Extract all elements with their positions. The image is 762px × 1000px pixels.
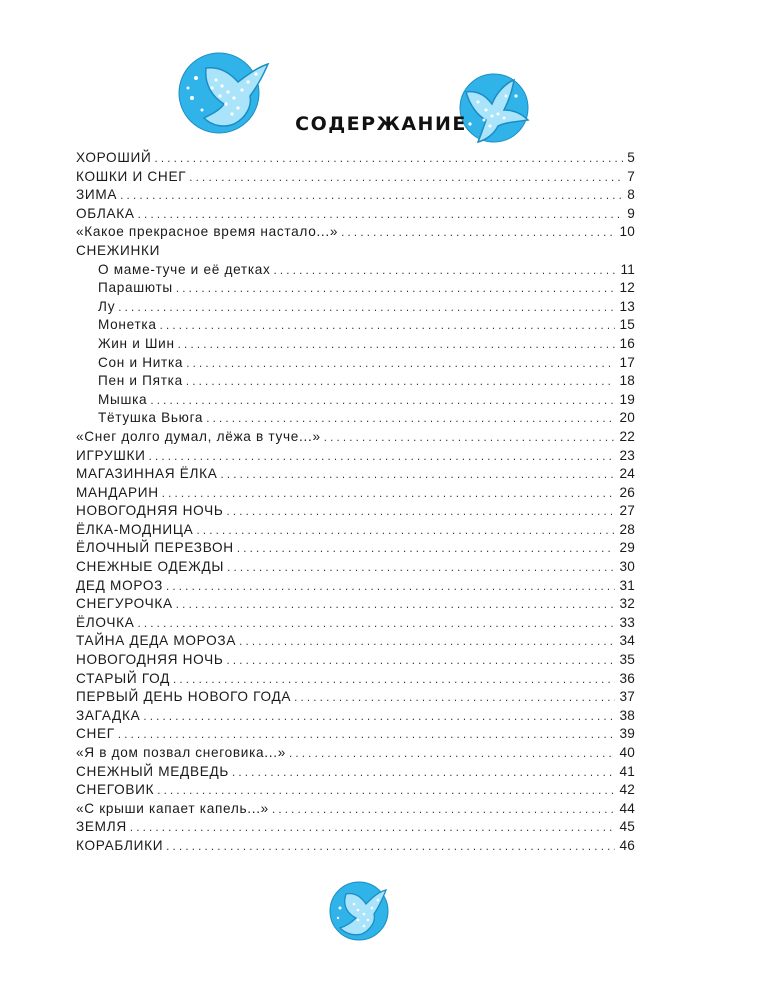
toc-dot-leader xyxy=(226,652,615,671)
toc-dot-leader xyxy=(294,689,615,708)
toc-entry xyxy=(76,688,635,707)
toc-entry-title: ЗАГАДКА xyxy=(76,707,141,723)
toc-dot-leader xyxy=(143,708,615,727)
toc-page-number: 33 xyxy=(619,614,635,630)
toc-entry xyxy=(76,409,635,428)
toc-entry xyxy=(76,149,635,168)
toc-dot-leader xyxy=(120,187,623,206)
toc-dot-leader xyxy=(189,169,623,188)
toc-page-number: 19 xyxy=(619,391,635,407)
toc-dot-leader xyxy=(227,559,615,578)
toc-page-number: 46 xyxy=(619,837,635,853)
toc-dot-leader xyxy=(149,448,616,467)
toc-entry-title: Сон и Нитка xyxy=(98,354,184,370)
toc-dot-leader xyxy=(221,466,616,485)
table-of-contents xyxy=(76,149,635,856)
toc-entry-title: НОВОГОДНЯЯ НОЧЬ xyxy=(76,652,224,668)
toc-entry xyxy=(76,577,635,596)
toc-entry-title: ЁЛКА-МОДНИЦА xyxy=(76,521,194,537)
toc-entry xyxy=(76,186,635,205)
toc-page-number: 8 xyxy=(627,187,635,203)
toc-page-number: 26 xyxy=(619,484,635,500)
toc-entry-title: СНЕЖНЫЙ МЕДВЕДЬ xyxy=(76,763,230,779)
toc-entry-title: СНЕЖНЫЕ ОДЕЖДЫ xyxy=(76,559,225,575)
toc-page-number: 29 xyxy=(619,540,635,556)
toc-entry xyxy=(76,800,635,819)
toc-entry xyxy=(76,818,635,837)
toc-entry-title: О маме-туче и её детках xyxy=(98,261,271,277)
toc-entry xyxy=(76,447,635,466)
toc-dot-leader xyxy=(162,485,616,504)
toc-entry xyxy=(76,279,635,298)
toc-dot-leader xyxy=(226,503,615,522)
toc-page-number: 35 xyxy=(619,652,635,668)
toc-dot-leader xyxy=(237,540,616,559)
toc-entry-title: МАНДАРИН xyxy=(76,484,159,500)
toc-entry xyxy=(76,632,635,651)
toc-entry-title: МАГАЗИННАЯ ЁЛКА xyxy=(76,466,218,482)
toc-entry-title: Лу xyxy=(98,298,116,314)
toc-entry-title: СНЕЖИНКИ xyxy=(76,242,161,258)
toc-entry-title: ХОРОШИЙ xyxy=(76,150,152,165)
toc-dot-leader xyxy=(206,410,615,429)
toc-entry xyxy=(76,316,635,335)
toc-page-number: 5 xyxy=(627,150,635,165)
toc-entry-title: ТАЙНА ДЕДА МОРОЗА xyxy=(76,633,237,649)
toc-dot-leader xyxy=(173,671,615,690)
toc-entry-title: ЁЛОЧНЫЙ ПЕРЕЗВОН xyxy=(76,540,234,556)
toc-page-number: 22 xyxy=(619,428,635,444)
toc-dot-leader xyxy=(138,206,624,225)
toc-entry xyxy=(76,484,635,503)
toc-entry xyxy=(76,205,635,224)
toc-dot-leader xyxy=(239,633,615,652)
toc-section-heading xyxy=(76,242,635,261)
toc-entry xyxy=(76,725,635,744)
toc-entry-title: ДЕД МОРОЗ xyxy=(76,577,164,593)
toc-entry-title: ИГРУШКИ xyxy=(76,447,146,463)
toc-dot-leader xyxy=(341,224,615,243)
toc-entry xyxy=(76,391,635,410)
toc-page-number: 31 xyxy=(619,577,635,593)
toc-entry xyxy=(76,354,635,373)
toc-page-number: 34 xyxy=(619,633,635,649)
toc-dot-leader xyxy=(138,615,616,634)
toc-entry xyxy=(76,502,635,521)
toc-page-number: 20 xyxy=(619,410,635,426)
toc-entry-title: «Снег долго думал, лёжа в туче...» xyxy=(76,428,321,444)
toc-dot-leader xyxy=(186,355,615,374)
toc-dot-leader xyxy=(150,392,615,411)
toc-entry xyxy=(76,651,635,670)
toc-entry-title: ОБЛАКА xyxy=(76,205,135,221)
toc-page-number: 17 xyxy=(619,354,635,370)
toc-entry-title: ЗИМА xyxy=(76,187,118,203)
toc-entry-title: Мышка xyxy=(98,391,148,407)
toc-entry xyxy=(76,372,635,391)
toc-entry xyxy=(76,261,635,280)
toc-page-number: 23 xyxy=(619,447,635,463)
toc-page-number: 10 xyxy=(619,224,635,240)
toc-entry-title: Жин и Шин xyxy=(98,335,175,351)
toc-entry xyxy=(76,614,635,633)
toc-entry-title: Монетка xyxy=(98,317,157,333)
toc-entry xyxy=(76,707,635,726)
toc-page-number: 28 xyxy=(619,521,635,537)
toc-page-number: 12 xyxy=(619,280,635,296)
toc-page-number: 36 xyxy=(619,670,635,686)
toc-dot-leader xyxy=(186,373,616,392)
toc-entry-title: ПЕРВЫЙ ДЕНЬ НОВОГО ГОДА xyxy=(76,689,292,705)
toc-dot-leader xyxy=(324,429,616,448)
toc-entry xyxy=(76,539,635,558)
toc-entry xyxy=(76,335,635,354)
toc-entry-title: Тётушка Вьюга xyxy=(98,410,204,426)
toc-page-number: 42 xyxy=(619,782,635,798)
toc-entry-title: «Какое прекрасное время настало...» xyxy=(76,224,339,240)
toc-entry xyxy=(76,168,635,187)
toc-entry-title: КОРАБЛИКИ xyxy=(76,837,164,853)
toc-dot-leader xyxy=(178,336,616,355)
toc-dot-leader xyxy=(289,745,615,764)
toc-page-number: 40 xyxy=(619,745,635,760)
toc-page-number: 32 xyxy=(619,596,635,612)
toc-entry-title: ЗЕМЛЯ xyxy=(76,819,127,835)
toc-entry xyxy=(76,223,635,242)
toc-dot-leader xyxy=(157,782,615,801)
toc-entry xyxy=(76,744,635,763)
toc-entry xyxy=(76,298,635,317)
toc-page-number: 16 xyxy=(619,335,635,351)
toc-entry xyxy=(76,763,635,782)
toc-page-number: 44 xyxy=(619,800,635,816)
toc-dot-leader xyxy=(176,596,616,615)
toc-page-number: 30 xyxy=(619,559,635,575)
toc-dot-leader xyxy=(118,299,615,318)
toc-entry xyxy=(76,558,635,577)
toc-page-number: 7 xyxy=(627,168,635,184)
toc-dot-leader xyxy=(118,726,616,745)
toc-page-number: 15 xyxy=(619,317,635,333)
toc-page-number: 11 xyxy=(620,261,635,277)
toc-entry-title: СНЕГ xyxy=(76,726,115,742)
toc-entry-title: «Я в дом позвал снеговика...» xyxy=(76,745,287,760)
toc-entry xyxy=(76,670,635,689)
toc-entry xyxy=(76,781,635,800)
toc-dot-leader xyxy=(274,262,617,281)
toc-entry-title: СНЕГУРОЧКА xyxy=(76,596,173,612)
toc-page-number: 37 xyxy=(619,689,635,705)
toc-dot-leader xyxy=(272,801,616,820)
toc-page-number: 38 xyxy=(619,707,635,723)
toc-entry xyxy=(76,837,635,856)
toc-page-number: 18 xyxy=(619,373,635,389)
toc-dot-leader xyxy=(232,764,615,783)
toc-page-number: 41 xyxy=(619,763,635,779)
toc-page-number: 24 xyxy=(619,466,635,482)
toc-dot-leader xyxy=(176,280,616,299)
toc-entry-title: НОВОГОДНЯЯ НОЧЬ xyxy=(76,503,224,519)
toc-dot-leader xyxy=(160,317,616,336)
toc-entry xyxy=(76,465,635,484)
toc-page-number: 39 xyxy=(619,726,635,742)
toc-page-number: 45 xyxy=(619,819,635,835)
toc-entry xyxy=(76,428,635,447)
toc-entry-title: СНЕГОВИК xyxy=(76,782,155,798)
toc-entry-title: «С крыши капает капель...» xyxy=(76,800,269,816)
toc-entry xyxy=(76,521,635,540)
toc-dot-leader xyxy=(166,578,615,597)
toc-page-number: 9 xyxy=(627,205,635,221)
toc-dot-leader xyxy=(166,838,615,857)
toc-entry-title: Пен и Пятка xyxy=(98,373,183,389)
toc-entry-title: ЁЛОЧКА xyxy=(76,614,135,630)
toc-page-number: 13 xyxy=(619,298,635,314)
toc-entry-title: Парашюты xyxy=(98,280,173,296)
toc-dot-leader xyxy=(154,150,623,169)
toc-entry xyxy=(76,595,635,614)
toc-entry-title: КОШКИ И СНЕГ xyxy=(76,168,187,184)
toc-entry-title: СТАРЫЙ ГОД xyxy=(76,670,171,686)
snowflake-dove-decoration xyxy=(328,880,390,942)
toc-page-number: 27 xyxy=(619,503,635,519)
toc-dot-leader xyxy=(196,522,615,541)
page-title: СОДЕРЖАНИЕ xyxy=(295,112,467,135)
toc-dot-leader xyxy=(130,819,616,838)
